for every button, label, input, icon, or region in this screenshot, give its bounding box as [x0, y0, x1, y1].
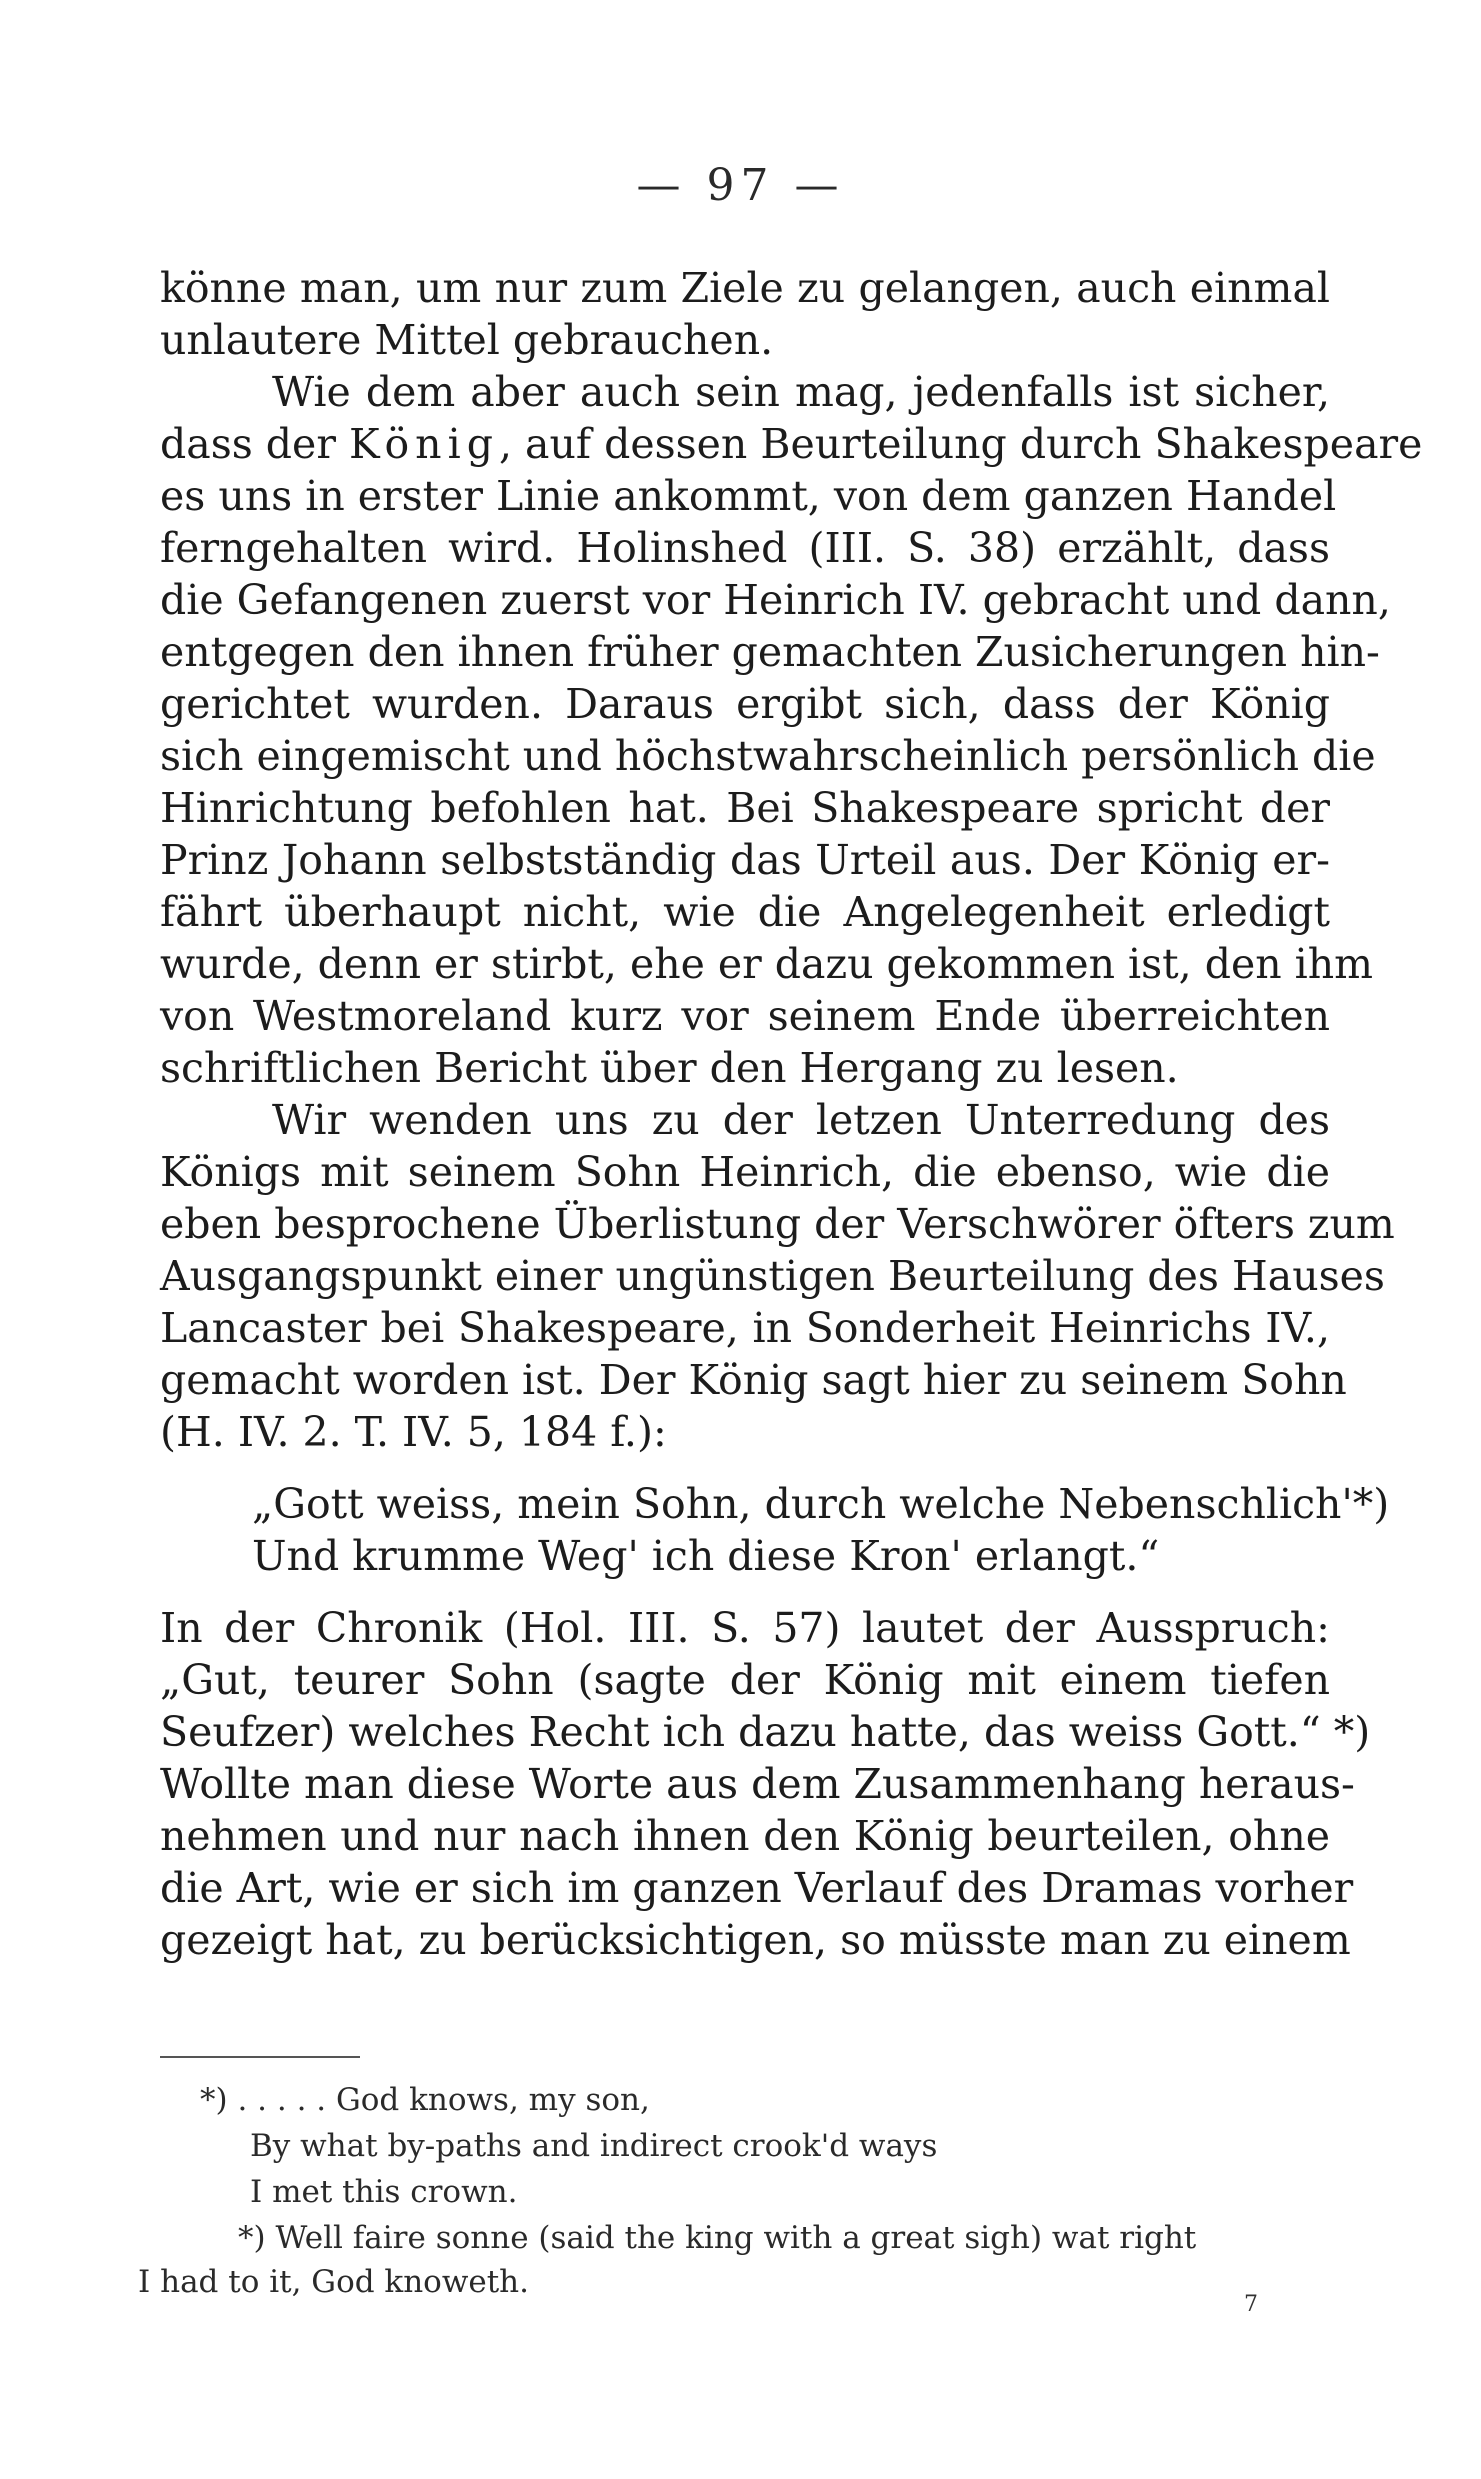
- text-line: Hinrichtung befohlen hat. Bei Shakespeare spricht der: [160, 784, 1330, 832]
- text-line: schriftlichen Bericht über den Hergang zu lesen.: [160, 1044, 1179, 1092]
- footnote-divider: [160, 2056, 360, 2058]
- footnote-line: By what by-paths and indirect crook'd ways: [250, 2128, 938, 2164]
- text-line: gerichtet wurden. Daraus ergibt sich, dass der König: [160, 680, 1330, 728]
- text-line: unlautere Mittel gebrauchen.: [160, 316, 774, 364]
- text-line: Seufzer) welches Recht ich dazu hatte, das weiss Gott.“ *): [160, 1708, 1371, 1756]
- text-line: nehmen und nur nach ihnen den König beurteilen, ohne: [160, 1812, 1330, 1860]
- footnote-line: I met this crown.: [250, 2174, 518, 2210]
- text-line: Prinz Johann selbstständig das Urteil aus. Der König er-: [160, 836, 1330, 884]
- quote-line: „Gott weiss, mein Sohn, durch welche Nebenschlich'*): [252, 1480, 1390, 1528]
- text-line: die Art, wie er sich im ganzen Verlauf des Dramas vorher: [160, 1864, 1354, 1912]
- text-line: Lancaster bei Shakespeare, in Sonderheit Heinrichs IV.,: [160, 1304, 1330, 1352]
- text-line: eben besprochene Überlistung der Verschwörer öfters zum: [160, 1200, 1395, 1248]
- footnote-line: *) Well faire sonne (said the king with a great sigh) wat right: [238, 2220, 1197, 2256]
- text-line: „Gut, teurer Sohn (sagte der König mit einem tiefen: [160, 1656, 1330, 1704]
- text-line: [160, 418, 1423, 470]
- emphasized-word: König: [348, 420, 499, 468]
- quote-line: Und krumme Weg' ich diese Kron' erlangt.“: [252, 1532, 1160, 1580]
- text-line: entgegen den ihnen früher gemachten Zusicherungen hin-: [160, 628, 1380, 676]
- text-line: gemacht worden ist. Der König sagt hier zu seinem Sohn: [160, 1356, 1347, 1404]
- text-line: sich eingemischt und höchstwahrscheinlich persönlich die: [160, 732, 1376, 780]
- text-line: fährt überhaupt nicht, wie die Angelegenheit erledigt: [160, 888, 1330, 936]
- text-line: Wir wenden uns zu der letzen Unterredung des: [272, 1096, 1330, 1144]
- text-line: gezeigt hat, zu berücksichtigen, so müsste man zu einem: [160, 1916, 1351, 1964]
- footnote-line: I had to it, God knoweth.: [138, 2264, 529, 2300]
- text-line: Ausgangspunkt einer ungünstigen Beurteilung des Hauses: [160, 1252, 1385, 1300]
- text-line: es uns in erster Linie ankommt, von dem ganzen Handel: [160, 472, 1337, 520]
- text-line: wurde, denn er stirbt, ehe er dazu gekommen ist, den ihm: [160, 940, 1374, 988]
- text-segment: , auf dessen Beurteilung durch Shakespeare: [498, 420, 1423, 468]
- text-line: die Gefangenen zuerst vor Heinrich IV. gebracht und dann,: [160, 576, 1391, 624]
- text-line: von Westmoreland kurz vor seinem Ende überreichten: [160, 992, 1330, 1040]
- text-line: ferngehalten wird. Holinshed (III. S. 38) erzählt, dass: [160, 524, 1330, 572]
- text-line: (H. IV. 2. T. IV. 5, 184 f.):: [160, 1408, 667, 1456]
- text-line: Wollte man diese Worte aus dem Zusammenhang heraus-: [160, 1760, 1355, 1808]
- text-line: Wie dem aber auch sein mag, jedenfalls ist sicher,: [272, 368, 1330, 416]
- text-line: In der Chronik (Hol. III. S. 57) lautet der Ausspruch:: [160, 1604, 1330, 1652]
- text-line: Königs mit seinem Sohn Heinrich, die ebenso, wie die: [160, 1148, 1330, 1196]
- text-segment: dass der: [160, 420, 336, 468]
- page-number: — 97 —: [636, 160, 845, 211]
- signature-mark: 7: [1244, 2292, 1258, 2317]
- text-line: könne man, um nur zum Ziele zu gelangen, auch einmal: [160, 264, 1330, 312]
- footnote-line: *) . . . . . God knows, my son,: [200, 2082, 650, 2118]
